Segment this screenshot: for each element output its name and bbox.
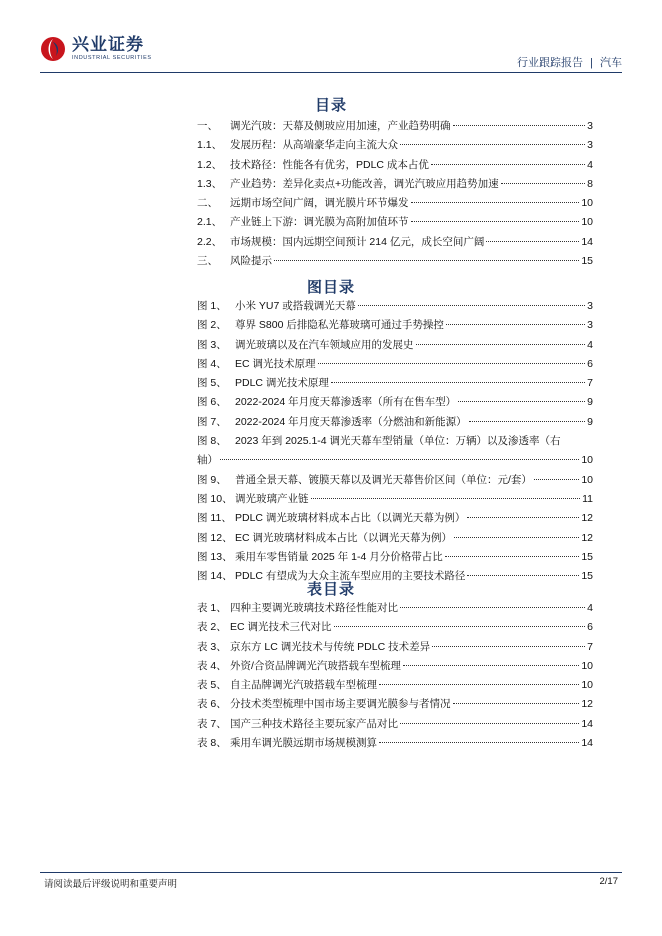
toc-entry-number: 2.1、 [197,216,223,229]
figure-entry-title: 2022-2024 年月度天幕渗透率（所有在售车型） [235,396,457,409]
dot-leader [432,646,585,647]
figure-entry[interactable] [197,529,593,548]
table-entry-title: EC 调光技术三代对比 [230,621,332,634]
toc-entry-page: 4 [587,158,593,171]
figure-entry-title: 尊界 S800 后排隐私光幕玻璃可通过手势操控 [235,319,444,332]
toc-entry-page: 10 [581,197,593,210]
table-entry-page: 7 [587,640,593,653]
figure-entry[interactable] [197,336,593,355]
dot-leader [534,479,579,480]
table-entry-title: 四种主要调光玻璃技术路径性能对比 [230,602,398,614]
figure-entry-title: 2023 年到 2025.1-4 调光天幕车型销量（单位：万辆）以及渗透率（右 [235,435,561,448]
table-entry-number: 表 1、 [197,602,227,614]
table-entry[interactable] [197,599,593,618]
table-entry-number: 表 4、 [197,659,227,672]
dot-leader [416,344,586,345]
table-entry-number: 表 7、 [197,717,227,730]
toc-entry-number: 2.2、 [197,235,223,248]
figure-list [197,297,593,586]
figure-entry-page: 15 [581,570,593,583]
table-entry-title: 京东方 LC 调光技术与传统 PDLC 技术差异 [230,640,431,653]
dot-leader [453,125,586,126]
dot-leader [400,723,579,724]
figure-entry-page: 12 [581,512,593,525]
dot-leader [400,144,585,145]
table-entry[interactable] [197,715,593,734]
dot-leader [445,556,580,557]
footer-disclaimer: 请阅读最后评级说明和重要声明 [44,879,178,890]
figure-entry-title: 普通全景天幕、镀膜天幕以及调光天幕售价区间（单位：元/套） [235,473,532,486]
table-entry-number: 表 6、 [197,698,227,711]
figure-entry-continued[interactable] [197,451,593,470]
figure-entry[interactable] [197,316,593,335]
table-entry-page: 6 [587,621,593,634]
company-logo-icon [40,36,66,62]
figure-entry-page: 9 [587,396,593,409]
toc-entry-title: 产业链上下游：调光膜为高附加值环节 [230,216,409,229]
toc-entry-title: 调光汽玻：天幕及侧玻应用加速，产业趋势明确 [230,120,451,132]
table-entry-page: 12 [581,698,593,711]
dot-leader [501,183,586,184]
toc-title: 目录 [314,97,347,114]
figure-entry[interactable] [197,413,593,432]
toc-entry[interactable] [197,252,593,271]
dot-leader [431,164,585,165]
figure-entry-page: 12 [581,531,593,544]
figure-entry-page: 3 [587,319,593,332]
table-entry[interactable] [197,695,593,714]
logo-english-name: INDUSTRIAL SECURITIES [72,55,152,61]
dot-leader [220,459,579,460]
toc-entry-title: 技术路径：性能各有优劣，PDLC 成本占优 [230,158,429,171]
table-entry-page: 14 [581,717,593,730]
table-entry[interactable] [197,638,593,657]
toc-entry-page: 15 [581,255,593,268]
figure-list-title: 图目录 [306,279,355,296]
dot-leader [311,498,581,499]
table-list-title: 表目录 [306,581,355,598]
figure-entry-title: EC 调光技术原理 [235,357,316,370]
figure-entry-page: 7 [587,377,593,390]
figure-entry-title: 小米 YU7 或搭载调光天幕 [235,300,356,312]
table-entry-title: 国产三种技术路径主要玩家产品对比 [230,717,398,730]
figure-entry-page: 9 [587,415,593,428]
figure-entry-number: 图 12、 [197,531,233,544]
toc-entry[interactable] [197,175,593,194]
dot-leader [400,607,585,608]
figure-entry-number: 图 7、 [197,415,227,428]
sector-label: 汽车 [600,57,622,69]
dot-leader [334,626,586,627]
figure-entry-number: 图 9、 [197,473,227,486]
toc-entry-page: 8 [587,177,593,190]
figure-entry[interactable] [197,297,593,316]
figure-entry-page: 15 [581,550,593,563]
toc-list [197,117,593,271]
figure-entry-number: 图 10、 [197,492,233,505]
figure-entry-title: PDLC 调光技术原理 [235,377,329,390]
toc-entry-title: 发展历程：从高端豪华走向主流大众 [230,139,398,152]
dot-leader [454,537,579,538]
toc-entry-page: 3 [587,139,593,152]
toc-entry-title: 风险提示 [230,255,272,268]
dot-leader [486,241,579,242]
figure-entry[interactable] [197,509,593,528]
table-entry-number: 表 2、 [197,621,227,634]
toc-entry-page: 3 [587,120,593,132]
report-type-label: 行业跟踪报告 [517,57,584,69]
header-divider [40,72,622,73]
table-entry-page: 14 [581,737,593,750]
header-separator: | [590,57,593,69]
dot-leader [379,684,579,685]
figure-entry-number: 图 14、 [197,570,233,583]
toc-entry-page: 14 [581,235,593,248]
toc-entry-number: 1.1、 [197,139,223,152]
toc-entry-number: 1.2、 [197,158,223,171]
figure-entry-number: 图 11、 [197,512,232,525]
figure-entry-title: 2022-2024 年月度天幕渗透率（分燃油和新能源） [235,415,467,428]
figure-entry-page: 3 [587,300,593,312]
table-entry[interactable] [197,618,593,637]
table-entry[interactable] [197,676,593,695]
figure-entry-title: EC 调光玻璃材料成本占比（以调光天幕为例） [235,531,453,544]
figure-entry[interactable] [197,393,593,412]
figure-entry-title: PDLC 有望成为大众主流车型应用的主要技术路径 [235,570,466,583]
company-logo [40,36,152,62]
figure-entry-title: 调光玻璃以及在汽车领域应用的发展史 [235,338,414,351]
table-entry-number: 表 3、 [197,640,227,653]
figure-entry-page: 11 [582,492,593,505]
figure-entry-number: 图 13、 [197,550,233,563]
table-entry-number: 表 5、 [197,679,227,692]
toc-entry-title: 市场规模：国内远期空间预计 214 亿元，成长空间广阔 [230,235,485,248]
toc-entry[interactable] [197,117,593,136]
figure-entry-page: 10 [581,454,593,467]
dot-leader [331,382,585,383]
figure-entry-number: 图 1、 [197,300,227,312]
table-entry-title: 外资/合资品牌调光汽玻搭载车型梳理 [230,659,401,672]
dot-leader [379,742,579,743]
dot-leader [411,221,580,222]
toc-entry-number: 1.3、 [197,177,223,190]
figure-entry-number: 图 5、 [197,377,227,390]
figure-entry[interactable] [197,432,593,451]
figure-entry[interactable] [197,490,593,509]
toc-entry[interactable] [197,213,593,232]
toc-entry[interactable] [197,194,593,213]
header-category [517,54,622,70]
figure-entry-title: 乘用车零售销量 2025 年 1-4 月分价格带占比 [235,550,443,563]
dot-leader [458,401,585,402]
table-entry[interactable] [197,657,593,676]
toc-entry-title: 产业趋势：差异化卖点+功能改善，调光汽玻应用趋势加速 [230,177,499,190]
table-entry[interactable] [197,734,593,753]
figure-entry-title: PDLC 调光玻璃材料成本占比（以调光天幕为例） [235,512,466,525]
toc-entry[interactable] [197,233,593,252]
table-entry-page: 10 [581,679,593,692]
footer-divider [40,872,622,873]
toc-entry-page: 10 [581,216,593,229]
figure-entry[interactable] [197,471,593,490]
table-entry-page: 10 [581,659,593,672]
toc-entry[interactable] [197,136,593,155]
page-number: 2/17 [599,876,618,887]
dot-leader [411,202,580,203]
figure-entry-page: 4 [587,338,593,351]
figure-entry-number: 图 6、 [197,396,227,409]
dot-leader [446,324,585,325]
dot-leader [467,517,579,518]
figure-entry-number: 图 3、 [197,338,227,351]
figure-entry-title: 调光玻璃产业链 [235,492,309,505]
dot-leader [469,421,586,422]
page-header [40,36,622,76]
figure-entry-page: 10 [581,473,593,486]
dot-leader [358,305,585,306]
figure-entry-page: 6 [587,357,593,370]
table-entry-title: 乘用车调光膜远期市场规模测算 [230,737,377,750]
figure-entry[interactable] [197,374,593,393]
table-entry-title: 分技术类型梳理中国市场主要调光膜参与者情况 [230,698,451,711]
dot-leader [403,665,579,666]
dot-leader [467,575,579,576]
toc-entry-number: 二、 [197,197,218,210]
logo-chinese-name: 兴业证券 [72,35,144,55]
table-entry-title: 自主品牌调光汽玻搭载车型梳理 [230,679,377,692]
table-entry-page: 4 [587,602,593,614]
figure-entry-title-continued: 轴） [197,454,218,467]
toc-entry-title: 远期市场空间广阔，调光膜片环节爆发 [230,197,409,210]
toc-entry-number: 一、 [197,120,218,132]
toc-entry-number: 三、 [197,255,218,268]
dot-leader [453,703,580,704]
figure-entry[interactable] [197,355,593,374]
toc-entry[interactable] [197,156,593,175]
table-entry-number: 表 8、 [197,737,227,750]
dot-leader [318,363,586,364]
table-list [197,599,593,753]
figure-entry-number: 图 2、 [197,319,227,332]
figure-entry-number: 图 8、 [197,435,227,448]
figure-entry[interactable] [197,548,593,567]
figure-entry-number: 图 4、 [197,357,227,370]
dot-leader [274,260,579,261]
